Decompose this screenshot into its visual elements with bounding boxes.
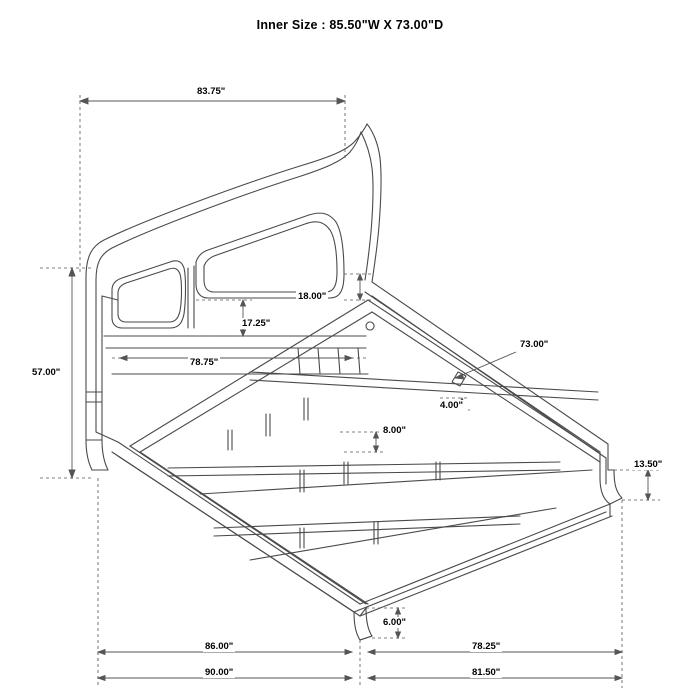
dim-label-panel-height: 18.00" — [298, 291, 327, 302]
dim-label-slat-depth: 73.00" — [520, 339, 549, 350]
dim-label-headboard-height: 57.00" — [32, 367, 61, 378]
dim-label-bottom-right-width: 78.25" — [472, 641, 501, 652]
dim-label-overall-depth: 81.50" — [472, 667, 501, 678]
dim-label-panel-inner-height: 17.25" — [242, 318, 271, 329]
page-title: Inner Size : 85.50"W X 73.00"D — [256, 18, 444, 32]
dim-label-rail-height: 8.00" — [383, 425, 406, 436]
dim-label-slat-thickness: 4.00" — [440, 400, 463, 411]
dim-label-overall-width: 90.00" — [205, 667, 234, 678]
dim-label-top-width: 83.75" — [197, 86, 226, 97]
dim-label-bottom-left-width: 86.00" — [205, 641, 234, 652]
dim-label-leg-height: 6.00" — [383, 617, 406, 628]
dim-label-panel-width: 78.75" — [190, 357, 219, 368]
dim-label-footboard-height: 13.50" — [634, 459, 663, 470]
